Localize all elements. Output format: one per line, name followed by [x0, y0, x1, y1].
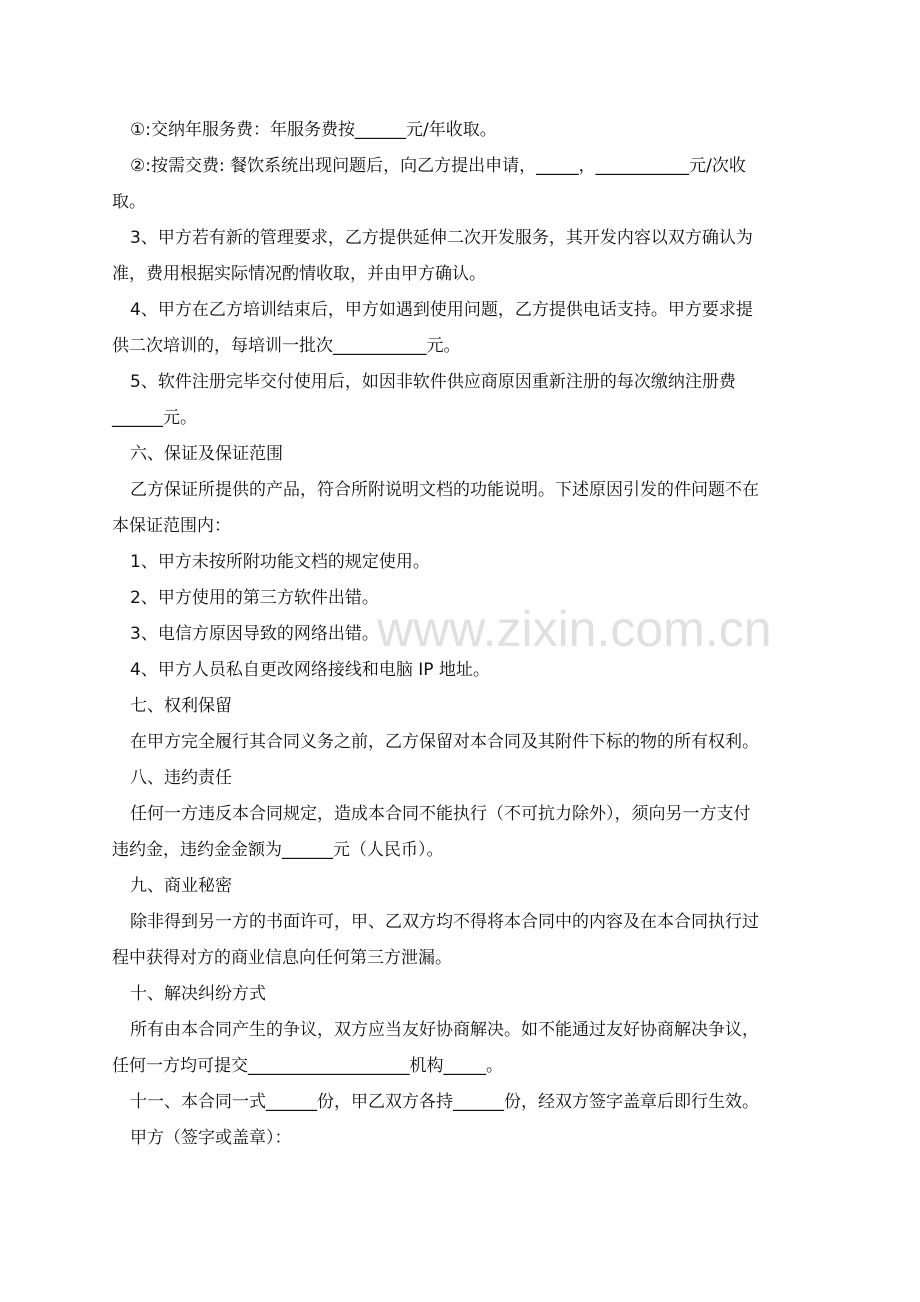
section-7-body: 在甲方完全履行其合同义务之前，乙方保留对本合同及其附件下标的物的所有权利。	[130, 732, 759, 752]
section-9-body-cont: 程中获得对方的商业信息向任何第三方泄漏。	[112, 948, 452, 968]
section-6-body: 乙方保证所提供的产品，符合所附说明文档的功能说明。下述原因引发的件问题不在	[130, 480, 759, 500]
clause-on-demand-fee-cont: 取。	[112, 192, 146, 212]
section-10-heading: 十、解决纠纷方式	[130, 984, 266, 1004]
section-8-body-cont: 违约金，违约金金额为______元（人民币）。	[112, 840, 444, 860]
clause-5-cont: ______元。	[112, 408, 197, 428]
section-11-copies: 十一、本合同一式______份，甲乙双方各持______份，经双方签字盖章后即行生效。	[130, 1092, 759, 1112]
section-10-body-cont: 任何一方均可提交___________________机构_____。	[112, 1056, 503, 1076]
clause-4-training-support: 4、甲方在乙方培训结束后，甲方如遇到使用问题，乙方提供电话支持。甲方要求提	[130, 300, 753, 320]
clause-4-cont: 供二次培训的，每培训一批次___________元。	[112, 336, 461, 356]
clause-3-secondary-development: 3、甲方若有新的管理要求，乙方提供延伸二次开发服务，其开发内容以双方确认为	[130, 228, 753, 248]
section-9-heading: 九、商业秘密	[130, 876, 232, 896]
section-8-heading: 八、违约责任	[130, 768, 232, 788]
clause-on-demand-fee: ②:按需交费: 餐饮系统出现问题后，向乙方提出申请，_____，___________元/次收	[130, 156, 746, 176]
exclusion-4: 4、甲方人员私自更改网络接线和电脑 IP 地址。	[130, 660, 490, 680]
exclusion-1: 1、甲方未按所附功能文档的规定使用。	[130, 552, 430, 572]
watermark: www.zixin.com.cn	[377, 601, 772, 657]
section-7-heading: 七、权利保留	[130, 696, 232, 716]
clause-annual-fee: ①:交纳年服务费：年服务费按______元/年收取。	[130, 120, 497, 140]
party-a-signature-label: 甲方（签字或盖章）：	[130, 1128, 292, 1148]
section-6-body-cont: 本保证范围内：	[112, 516, 231, 536]
section-9-body: 除非得到另一方的书面许可，甲、乙双方均不得将本合同中的内容及在本合同执行过	[130, 912, 759, 932]
clause-3-cont: 准，费用根据实际情况酌情收取，并由甲方确认。	[112, 264, 486, 284]
section-10-body: 所有由本合同产生的争议，双方应当友好协商解决。如不能通过友好协商解决争议，	[130, 1020, 759, 1040]
exclusion-3: 3、电信方原因导致的网络出错。	[130, 624, 379, 644]
exclusion-2: 2、甲方使用的第三方软件出错。	[130, 588, 379, 608]
section-6-heading: 六、保证及保证范围	[130, 444, 283, 464]
clause-5-registration-fee: 5、软件注册完毕交付使用后，如因非软件供应商原因重新注册的每次缴纳注册费	[130, 372, 736, 392]
section-8-body: 任何一方违反本合同规定，造成本合同不能执行（不可抗力除外），须向另一方支付	[130, 804, 751, 824]
